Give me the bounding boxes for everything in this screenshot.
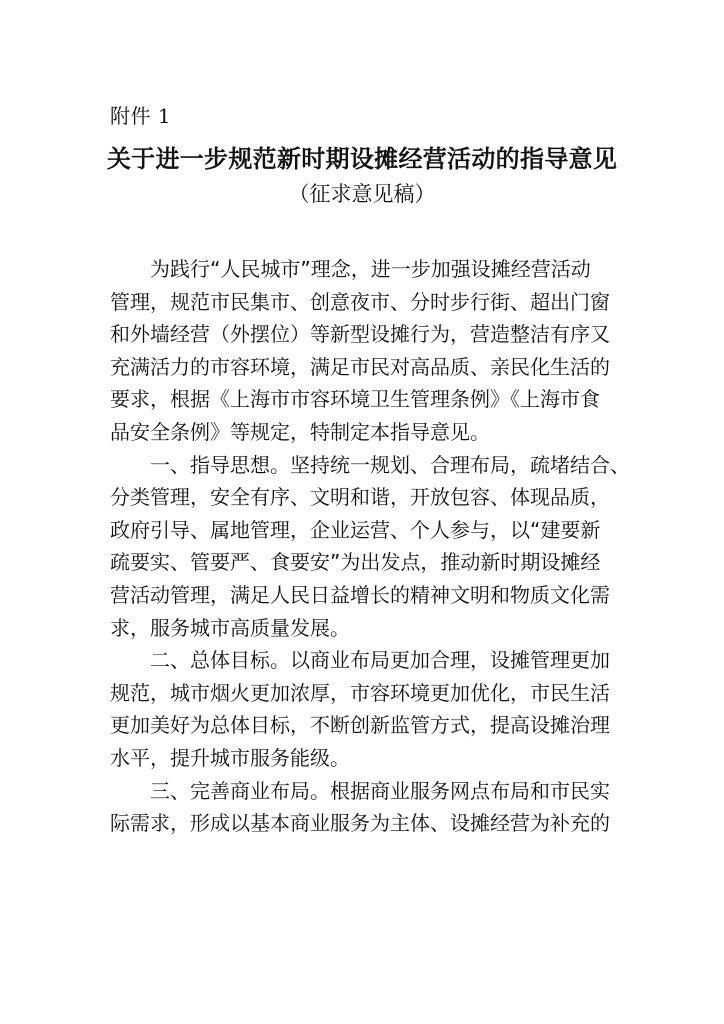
paragraph-overall-goal [110,644,620,774]
text-line: 品安全条例》等规定，特制定本指导意见。 [110,419,490,444]
text-line: 为践行“人民城市”理念，进一步加强设摊经营活动 [150,257,591,281]
text-line: 规范，城市烟火更加浓厚，市容环境更加优化，市民生活 [110,680,610,705]
text-line: 求，服务城市高质量发展。 [110,615,350,640]
text-line: 分类管理，安全有序、文明和谐，开放包容、体现品质， [110,485,610,510]
text-line: 要求，根据《上海市市容环境卫生管理条例》《上海市食 [110,387,600,412]
text-line: 三、完善商业布局。根据商业服务网点布局和市民实 [150,778,610,803]
text-line: 际需求，形成以基本商业服务为主体、设摊经营为补充的 [110,811,610,836]
text-line: 充满活力的市容环境，满足市民对高品质、亲民化生活的 [110,354,610,379]
text-line: 政府引导、属地管理，企业运营、个人参与，以“建要新 [110,517,601,542]
text-line: 一、指导思想。坚持统一规划、合理布局，疏堵结合、 [150,452,630,477]
text-line: 更加美好为总体目标，不断创新监管方式，提高设摊治理 [110,713,610,738]
paragraph-intro [110,253,620,449]
text-line: 管理，规范市民集市、创意夜市、分时步行街、超出门窗 [110,289,610,314]
text-line: 二、总体目标。以商业布局更加合理，设摊管理更加 [150,648,610,673]
document-subtitle: （征求意见稿） [288,182,436,206]
paragraph-guiding-ideology [110,449,630,645]
paragraph-commercial-layout [110,775,620,840]
document-body [110,253,630,840]
text-line: 和外墙经营（外摆位）等新型设摊行为，营造整洁有序又 [110,322,610,347]
attachment-label: 附件 1 [110,104,172,128]
text-line: 水平，提升城市服务能级。 [110,745,350,770]
text-line: 营活动管理，满足人民日益增长的精神文明和物质文化需 [110,582,610,607]
text-line: 疏要实、管要严、食要安”为出发点，推动新时期设摊经 [110,550,601,575]
document-title: 关于进一步规范新时期设摊经营活动的指导意见 [106,145,618,173]
